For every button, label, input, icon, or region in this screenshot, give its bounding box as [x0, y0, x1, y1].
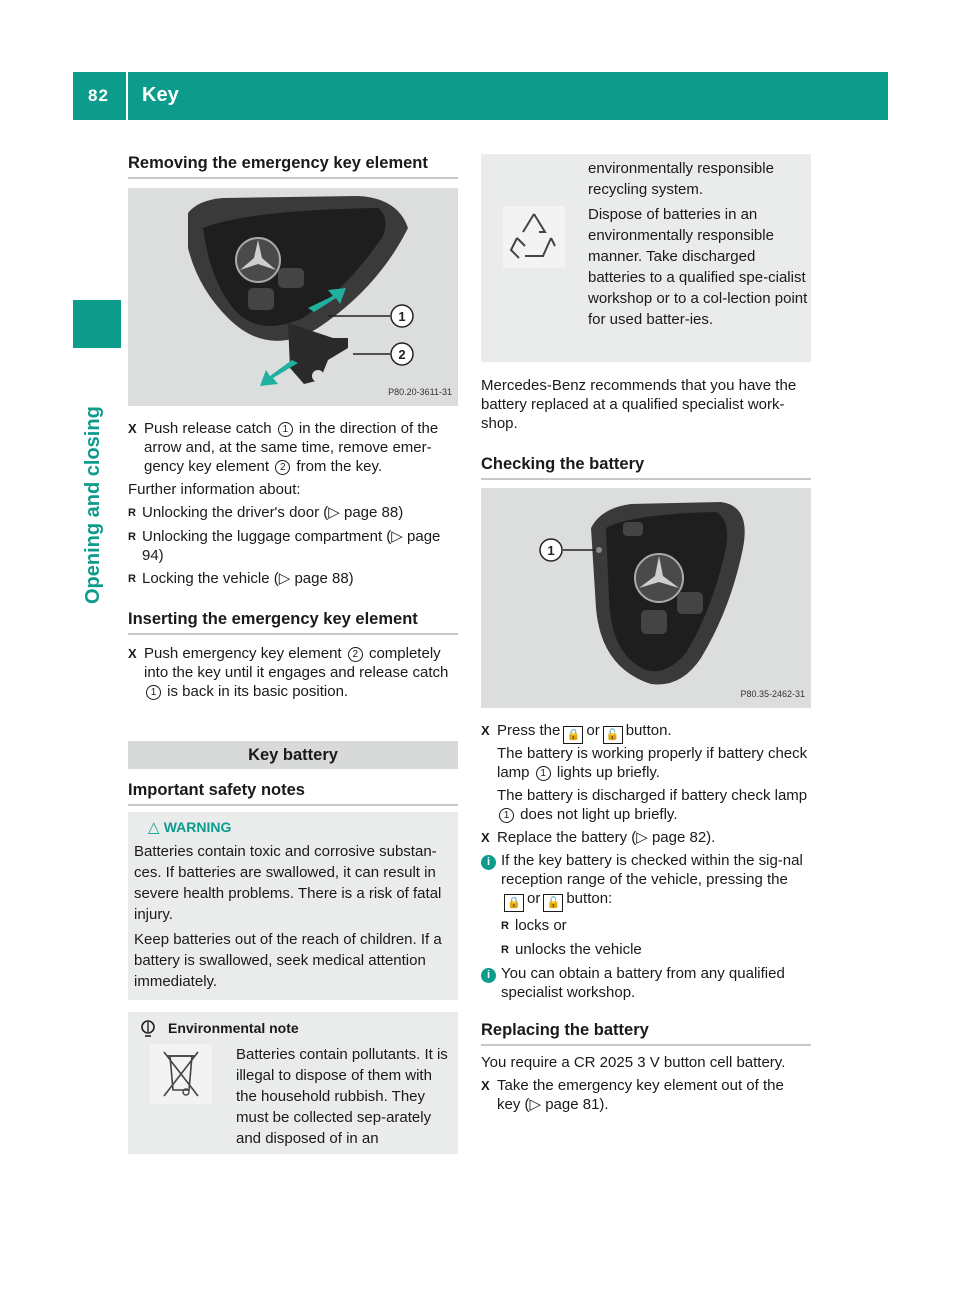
bullet-icon: R	[501, 920, 509, 932]
arrow-icon: X	[481, 723, 490, 738]
instruction-step	[128, 419, 458, 476]
svg-text:1: 1	[398, 309, 406, 324]
info-icon: i	[481, 855, 496, 870]
section-heading: Checking the battery	[481, 455, 645, 473]
divider	[481, 478, 811, 480]
step-text: Push release catch 1 in the direction of the arrow and, at the same time, remove emer-gency key element 2 from the key.	[144, 420, 439, 475]
info-note: i You can obtain a battery from any qualified specialist workshop.	[481, 964, 811, 1002]
recycling-icon	[503, 206, 565, 268]
recommendation-text: Mercedes-Benz recommends that you have the battery replaced at a qualified specialist work-shop.	[481, 377, 797, 432]
bullet-icon: R	[501, 944, 509, 956]
list-item: R locks or	[501, 917, 567, 934]
warning-text: Batteries contain toxic and corrosive substan-ces. If batteries are swallowed, it can result in severe health problems. There is a risk of fatal injury.	[134, 843, 442, 923]
instruction-step	[128, 644, 458, 701]
page-number: 82	[88, 86, 109, 105]
unlock-icon: 🔓	[543, 894, 563, 912]
arrow-icon: X	[481, 830, 490, 845]
info-icon: i	[481, 968, 496, 983]
divider	[128, 804, 458, 806]
bullet-icon: R	[128, 531, 136, 543]
section-heading: Replacing the battery	[481, 1021, 649, 1039]
bullet-icon: R	[128, 507, 136, 519]
key-illustration	[481, 488, 811, 708]
warning-title: WARNING	[163, 819, 232, 835]
header-divider	[126, 72, 128, 120]
svg-text:1: 1	[547, 543, 555, 558]
arrow-icon: X	[128, 421, 137, 436]
crossed-bin-icon	[150, 1044, 212, 1104]
arrow-icon: X	[481, 1078, 490, 1093]
warning-text: Keep batteries out of the reach of children. If a battery is swallowed, seek medical attention immediately.	[134, 931, 442, 990]
list-item: R Unlocking the luggage compartment (▷ page 94)	[128, 528, 441, 564]
page-title: Key	[142, 84, 179, 106]
env-text: Batteries contain pollutants. It is illegal to dispose of them with the household rubbish. They must be collected sep-arately and disposed of in an	[236, 1046, 448, 1147]
arrow-icon: X	[128, 646, 137, 661]
divider	[481, 1044, 811, 1046]
list-item: R unlocks the vehicle	[501, 941, 642, 958]
env-title: Environmental note	[168, 1020, 299, 1036]
recycling-note-box	[481, 154, 811, 362]
section-heading: Inserting the emergency key element	[128, 610, 418, 628]
instruction-step: X Replace the battery (▷ page 82).	[481, 829, 716, 846]
key-illustration	[128, 188, 458, 406]
divider	[128, 633, 458, 635]
warning-icon: △	[148, 819, 160, 836]
warning-box	[128, 812, 458, 1000]
lock-icon: 🔒	[504, 894, 524, 912]
instruction-step: X Press the 🔒 or 🔓 button. The battery is working properly if battery check lamp 1 lights up briefly.	[481, 722, 808, 781]
replace-text: You require a CR 2025 3 V button cell battery.	[481, 1054, 786, 1071]
list-item: R Locking the vehicle (▷ page 88)	[128, 570, 354, 587]
recycle-text: Dispose of batteries in an environmentally responsible manner. Take discharged batteries to a qualified spe-cialist workshop or to a col-lection point for used batter-ies.	[588, 206, 808, 328]
list-item: R Unlocking the driver's door (▷ page 88)	[128, 504, 404, 521]
key-check-image	[481, 488, 811, 708]
image-label: P80.20-3611-31	[388, 387, 452, 397]
side-tab-marker	[73, 300, 121, 348]
environmental-note-box	[128, 1012, 458, 1154]
svg-text:2: 2	[398, 347, 406, 362]
bullet-icon: R	[128, 573, 136, 585]
instruction-step: X Take the emergency key element out of the key (▷ page 81).	[481, 1077, 784, 1113]
info-note: i If the key battery is checked within the sig-nal reception range of the vehicle, pressing the🔒 or 🔓 button:	[481, 851, 811, 912]
recycle-text: environmentally responsible recycling system.	[588, 160, 774, 198]
divider	[128, 177, 458, 179]
lock-icon: 🔒	[563, 726, 583, 744]
key-diagram-image	[128, 188, 458, 406]
unlock-icon: 🔓	[603, 726, 623, 744]
step-text: Push emergency key element 2 completely into the key until it engages and release catch 1 is back in its basic position.	[144, 645, 449, 700]
discharged-text: The battery is discharged if battery check lamp 1 does not light up briefly.	[497, 787, 808, 823]
image-label: P80.35-2462-31	[740, 689, 805, 699]
header-bar	[73, 72, 888, 120]
section-banner: Key battery	[128, 741, 458, 769]
further-info-label: Further information about:	[128, 481, 301, 498]
side-tab-label: Opening and closing	[82, 406, 104, 604]
section-heading: Removing the emergency key element	[128, 154, 428, 172]
lightbulb-icon	[136, 1018, 160, 1042]
subsection-heading: Important safety notes	[128, 781, 305, 799]
